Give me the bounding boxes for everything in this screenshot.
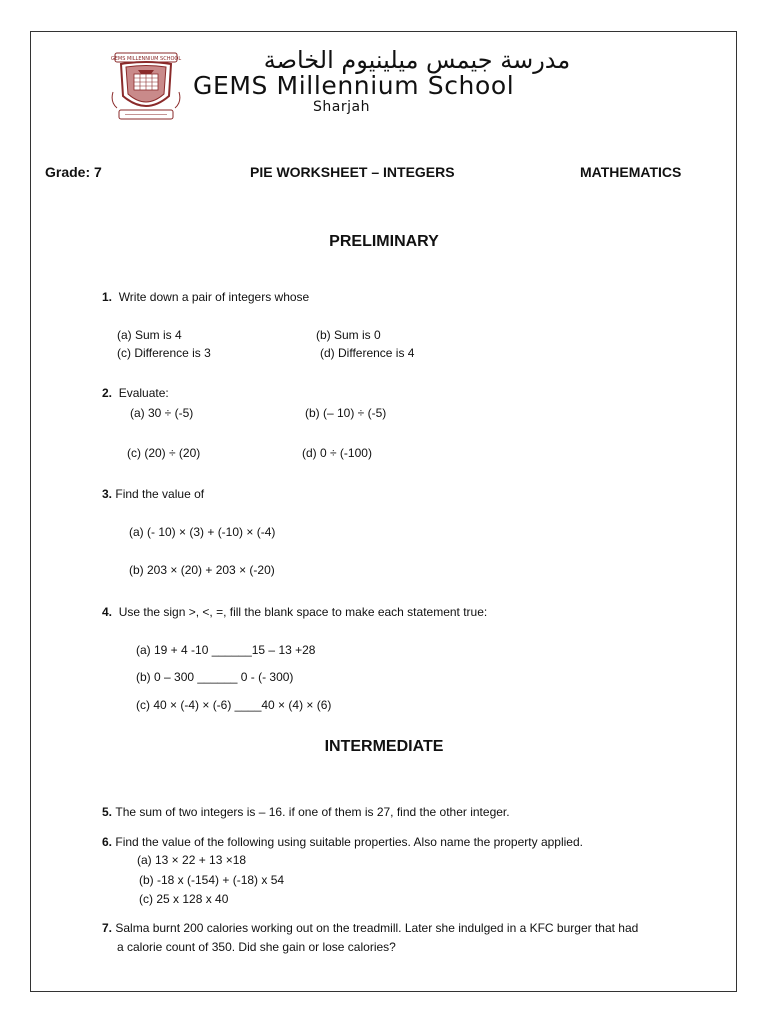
- q6-option-a: (a) 13 × 22 + 13 ×18: [137, 853, 247, 867]
- question-text: Find the value of the following using suitable properties. Also name the property applied.: [115, 835, 583, 849]
- q4-option-a: (a) 19 + 4 -10 ______15 – 13 +28: [136, 643, 316, 657]
- question-number: 1.: [102, 290, 113, 304]
- worksheet-title: PIE WORKSHEET – INTEGERS: [250, 164, 455, 180]
- q2-option-c: (c) (20) ÷ (20): [127, 446, 201, 460]
- q6-option-b: (b) -18 x (-154) + (-18) x 54: [139, 873, 285, 887]
- question-7: [102, 920, 638, 936]
- question-4: [102, 604, 487, 620]
- question-1: [102, 289, 309, 305]
- q1-option-c: (c) Difference is 3: [117, 346, 211, 360]
- question-text-line-1: Salma burnt 200 calories working out on the treadmill. Later she indulged in a KFC burger that had: [115, 921, 639, 935]
- section-heading-intermediate: INTERMEDIATE: [324, 738, 444, 755]
- question-text-line-2: a calorie count of 350. Did she gain or lose calories?: [117, 940, 396, 954]
- q1-option-d: (d) Difference is 4: [320, 346, 415, 360]
- question-text: Use the sign >, <, =, fill the blank space to make each statement true:: [118, 605, 488, 619]
- question-5: [102, 804, 510, 820]
- q4-option-b: (b) 0 – 300 ______ 0 - (- 300): [136, 670, 294, 684]
- question-number: 7.: [102, 921, 113, 935]
- svg-text:GEMS MILLENNIUM SCHOOL: GEMS MILLENNIUM SCHOOL: [110, 56, 182, 62]
- question-number: 2.: [102, 386, 113, 400]
- school-name: GEMS Millennium School: [193, 71, 515, 100]
- question-text: Evaluate:: [118, 386, 169, 400]
- school-name-arabic: مدرسة جيمس ميلينيوم الخاصة: [263, 46, 571, 74]
- question-2: [102, 385, 169, 401]
- q2-option-a: (a) 30 ÷ (-5): [130, 406, 194, 420]
- school-crest-logo: [107, 52, 185, 124]
- q1-option-a: (a) Sum is 4: [117, 328, 182, 342]
- school-city: Sharjah: [313, 99, 370, 115]
- subject-label: MATHEMATICS: [580, 164, 682, 180]
- q2-option-d: (d) 0 ÷ (-100): [302, 446, 372, 460]
- grade-label: Grade: 7: [45, 164, 102, 180]
- question-text: Write down a pair of integers whose: [118, 290, 310, 304]
- question-number: 3.: [102, 487, 113, 501]
- question-number: 4.: [102, 605, 113, 619]
- q1-option-b: (b) Sum is 0: [316, 328, 381, 342]
- q3-option-a: (a) (- 10) × (3) + (-10) × (-4): [129, 525, 276, 539]
- q2-option-b: (b) (– 10) ÷ (-5): [305, 406, 387, 420]
- question-3: [102, 486, 204, 502]
- q6-option-c: (c) 25 x 128 x 40: [139, 892, 229, 906]
- question-text: The sum of two integers is – 16. if one of them is 27, find the other integer.: [115, 805, 510, 819]
- question-6: [102, 834, 583, 850]
- question-text: Find the value of: [115, 487, 205, 501]
- q3-option-b: (b) 203 × (20) + 203 × (-20): [129, 563, 275, 577]
- q4-option-c: (c) 40 × (-4) × (-6) ____40 × (4) × (6): [136, 698, 332, 712]
- question-number: 5.: [102, 805, 113, 819]
- section-heading-preliminary: PRELIMINARY: [329, 233, 439, 250]
- question-number: 6.: [102, 835, 113, 849]
